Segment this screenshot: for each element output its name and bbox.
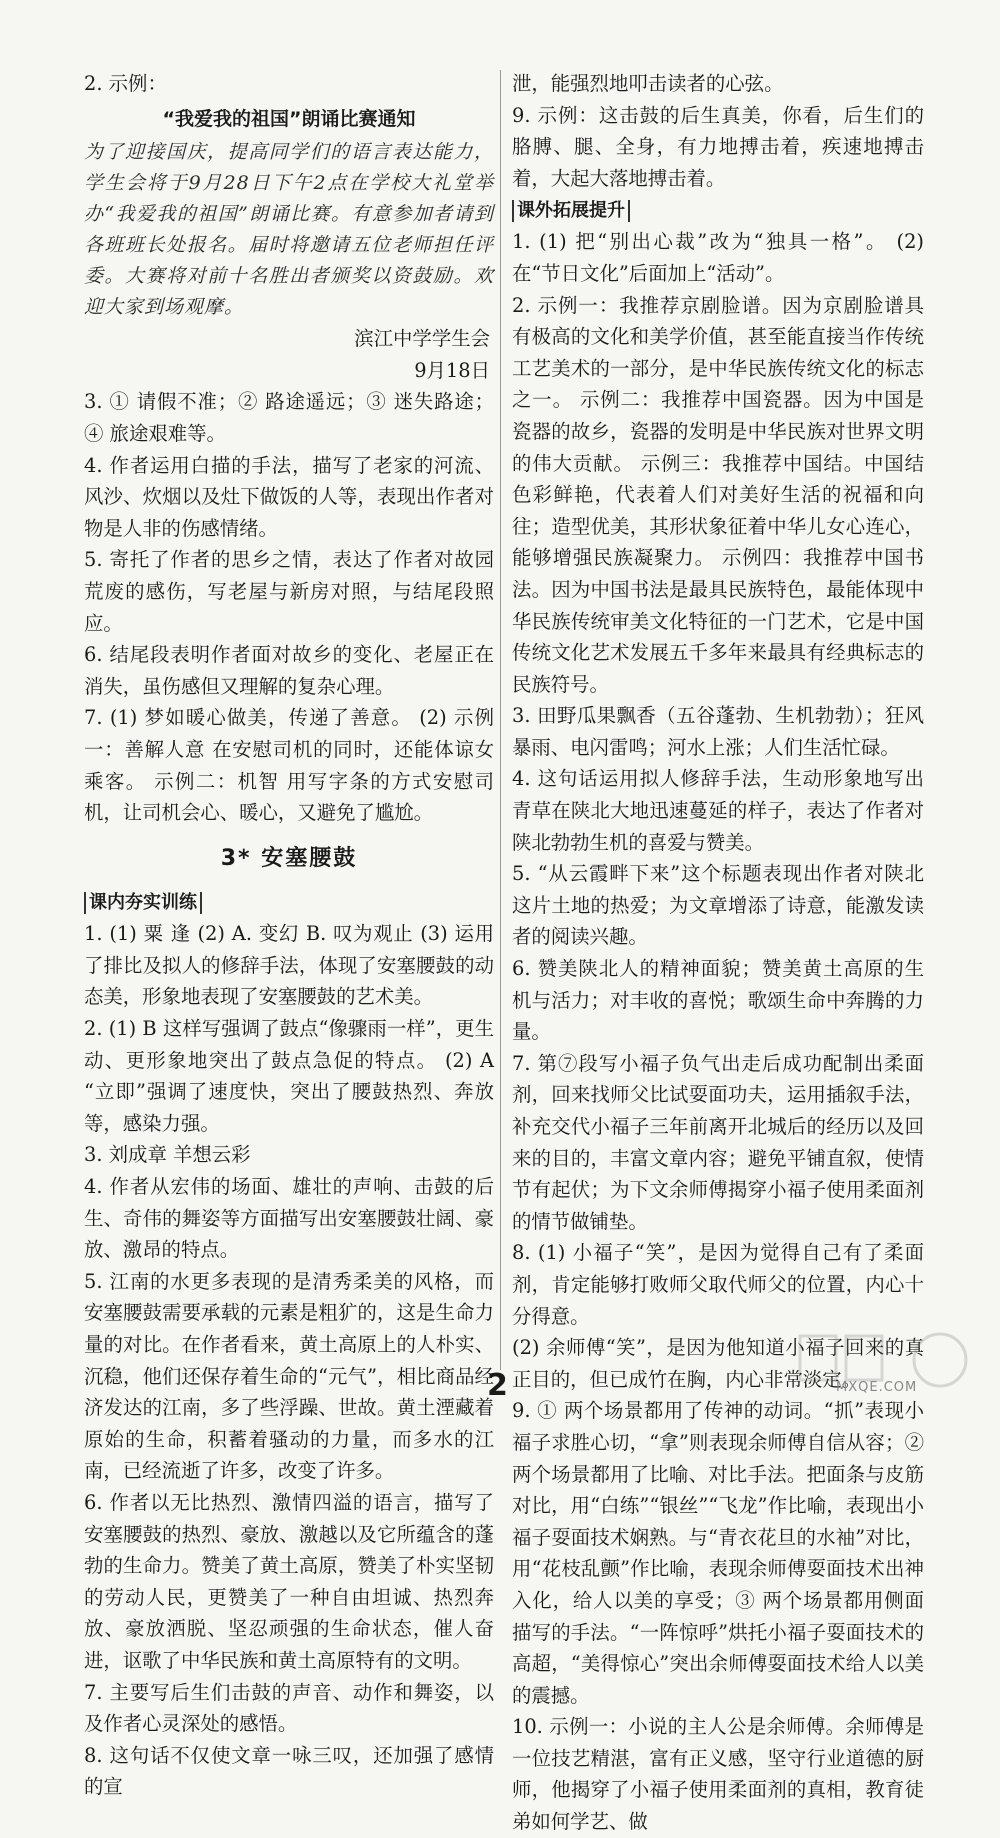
answer-paragraph: 6. 赞美陕北人的精神面貌；赞美黄土高原的生机与活力；对丰收的喜悦；歌颂生命中奔腾的力量。 <box>512 957 924 1044</box>
notice-signature: 9月18日 <box>414 358 490 382</box>
answer-paragraph: 10. 示例一：小说的主人公是余师傅。余师傅是一位技艺精湛，富有正义感，坚守行业道德的厨师，他揭穿了小福子使用柔面剂的真相，教育徒弟如何学艺、做 <box>512 1715 924 1834</box>
answer-paragraph: 4. 作者运用白描的手法，描写了老家的河流、风沙、炊烟以及灶下做饭的人等，表现出作者对物是人非的伤感情绪。 <box>84 453 494 540</box>
answer-paragraph: (2) 余师傅“笑”，是因为他知道小福子回来的真正目的，但已成竹在胸，内心非常淡定。 <box>512 1336 924 1391</box>
answer-paragraph: 7. 第⑦段写小福子负气出走后成功配制出柔面剂，回来找师父比试耍面功夫，运用插叙手法，补充交代小福子三年前离开北城后的经历以及回来的目的，丰富文章内容；避免平铺直叙，使情节有起伏；为下文余师傅揭穿小福子使用柔面剂的情节做铺垫。 <box>512 1051 924 1233</box>
answer-paragraph: 4. 这句话运用拟人修辞手法，生动形象地写出青草在陕北大地迅速蔓延的样子，表达了作者对陕北勃勃生机的喜爱与赞美。 <box>512 767 924 854</box>
section-heading: 课外拓展提升 <box>512 200 630 222</box>
answer-paragraph: 9. 示例：这击鼓的后生真美，你看，后生们的胳膊、腿、全身，有力地搏击着，疾速地搏击着，大起大落地搏击着。 <box>512 103 924 190</box>
answer-paragraph: 3. ① 请假不准；② 路途遥远；③ 迷失路途；④ 旅途艰难等。 <box>84 390 494 445</box>
answer-paragraph: 9. ① 两个场景都用了传神的动词。“抓”表现小福子求胜心切，“拿”则表现余师傅自信从容；② 两个场景都用了比喻、对比手法。把面条与皮筋对比，用“白练”“银丝”“飞龙”作比喻，表现出小福子耍面技术娴熟。与“青衣花旦的水袖”对比，用“花枝乱颤”作比喻，表现余师傅耍面技术出神入化，给人以美的享受；③ 两个场景都用侧面描写的手法。“一阵惊呼”烘托小福子耍面技术的高超，“美得惊心”突出余师傅耍面技术给人以美的震撼。 <box>512 1399 924 1707</box>
answer-paragraph: 1. (1) 把“别出心裁”改为“独具一格”。 (2) 在“节日文化”后面加上“活动”。 <box>512 230 924 285</box>
watermark-text: MXQE.COM <box>836 1380 918 1395</box>
page-number: 2 <box>487 1368 508 1403</box>
section-heading: 课内夯实训练 <box>84 892 202 914</box>
answer-paragraph: 3. 田野瓜果飘香（五谷蓬勃、生机勃勃）；狂风暴雨、电闪雷鸣；河水上涨；人们生活忙碌。 <box>512 704 924 759</box>
answer-paragraph: 5. 寄托了作者的思乡之情，表达了作者对故园荒废的感伤，写老屋与新房对照，与结尾段照应。 <box>84 548 494 635</box>
answer-paragraph: 6. 作者以无比热烈、激情四溢的语言，描写了安塞腰鼓的热烈、豪放、激越以及它所蕴含的蓬勃的生命力。赞美了黄土高原，赞美了朴实坚韧的劳动人民，更赞美了一种自由坦诚、热烈奔放、豪放洒脱、坚忍顽强的生命状态，催人奋进，讴歌了中华民族和黄土高原特有的文明。 <box>84 1490 494 1672</box>
answer-paragraph: 泄，能强烈地叩击读者的心弦。 <box>512 72 784 95</box>
answer-paragraph: 7. (1) 梦如暖心做美，传递了善意。 (2) 示例一：善解人意 在安慰司机的同时，还能体谅女乘客。 示例二：机智 用写字条的方式安慰司机，让司机会心、暖心，又避免了尴尬。 <box>84 706 494 825</box>
lesson-title: 3* 安塞腰鼓 <box>220 845 358 871</box>
answer-paragraph: 4. 作者从宏伟的场面、雄壮的声响、击鼓的后生、奇伟的舞姿等方面描写出安塞腰鼓壮阔、豪放、激昂的特点。 <box>84 1175 494 1262</box>
answer-paragraph: 8. (1) 小福子“笑”，是因为觉得自己有了柔面剂，肯定能够打败师父取代师父的位置，内心十分得意。 <box>512 1241 924 1328</box>
answer-paragraph: 5. 江南的水更多表现的是清秀柔美的风格，而安塞腰鼓需要承载的元素是粗犷的，这是生命力量的对比。在作者看来，黄土高原上的人朴实、沉稳，他们还保存着生命的“元气”，相比商品经济发达的江南，多了些浮躁、世故。黄土湮藏着原始的生命，积蓄着骚动的力量，而多水的江南，已经流逝了许多，改变了许多。 <box>84 1269 494 1483</box>
answer-paragraph: 7. 主要写后生们击鼓的声音、动作和舞姿，以及作者心灵深处的感悟。 <box>84 1680 494 1736</box>
notice-signature: 滨江中学学生会 <box>354 327 490 351</box>
answer-paragraph: 2. 示例： <box>84 72 167 95</box>
section-heading-wrap <box>84 886 494 918</box>
column-divider <box>500 70 501 1370</box>
answer-paragraph: 6. 结尾段表明作者面对故乡的变化、老屋正在消失，虽伤感但又理解的复杂心理。 <box>84 643 494 698</box>
answer-paragraph: 8. 这句话不仅使文章一咏三叹，还加强了感情的宣 <box>84 1743 494 1799</box>
left-column <box>84 68 494 1803</box>
section-heading-wrap <box>512 194 924 226</box>
answer-paragraph: 1. (1) 粟 逢 (2) A. 变幻 B. 叹为观止 (3) 运用了排比及拟人的修辞手法，体现了安塞腰鼓的动态美，形象地表现了安塞腰鼓的艺术美。 <box>84 922 494 1009</box>
notice-title: “我爱我的祖国”朗诵比赛通知 <box>162 107 416 130</box>
answer-paragraph: 5. “从云霞畔下来”这个标题表现出作者对陕北这片土地的热爱；为文章增添了诗意，能激发读者的阅读兴趣。 <box>512 862 924 949</box>
answer-paragraph: 2. (1) B 这样写强调了鼓点“像骤雨一样”，更生动、更形象地突出了鼓点急促的特点。 (2) A “立即”强调了速度快，突出了腰鼓热烈、奔放等，感染力强。 <box>84 1017 494 1135</box>
right-column <box>512 68 924 1838</box>
handwritten-notice: 为了迎接国庆，提高同学们的语言表达能力，学生会将于9月28日下午2点在学校大礼堂举办“我爱我的祖国”朗诵比赛。有意参加者请到各班班长处报名。届时将邀请五位老师担任评委。大赛将对前十名胜出者颁奖以资鼓励。欢迎大家到场观摩。 <box>84 141 494 319</box>
answer-paragraph: 3. 刘成章 羊想云彩 <box>84 1143 251 1167</box>
answer-paragraph: 2. 示例一：我推荐京剧脸谱。因为京剧脸谱具有极高的文化和美学价值，甚至能直接当作传统工艺美术的一部分，是中华民族传统文化的标志之一。 示例二：我推荐中国瓷器。因为中国是瓷器的故乡，瓷器的发明是中华民族对世界文明的伟大贡献。 示例三：我推荐中国结。中国结色彩鲜艳，代表着人们对美好生活的祝福和向往；造型优美，其形状象征着中华儿女心连心，能够增强民族凝聚力。 示例四：我推荐中国书法。因为中国书法是最具民族特色，最能体现中华民族传统审美文化特征的一门艺术，它是中国传统文化艺术发展五千多年来最具有经典标志的民族符号。 <box>512 293 924 696</box>
